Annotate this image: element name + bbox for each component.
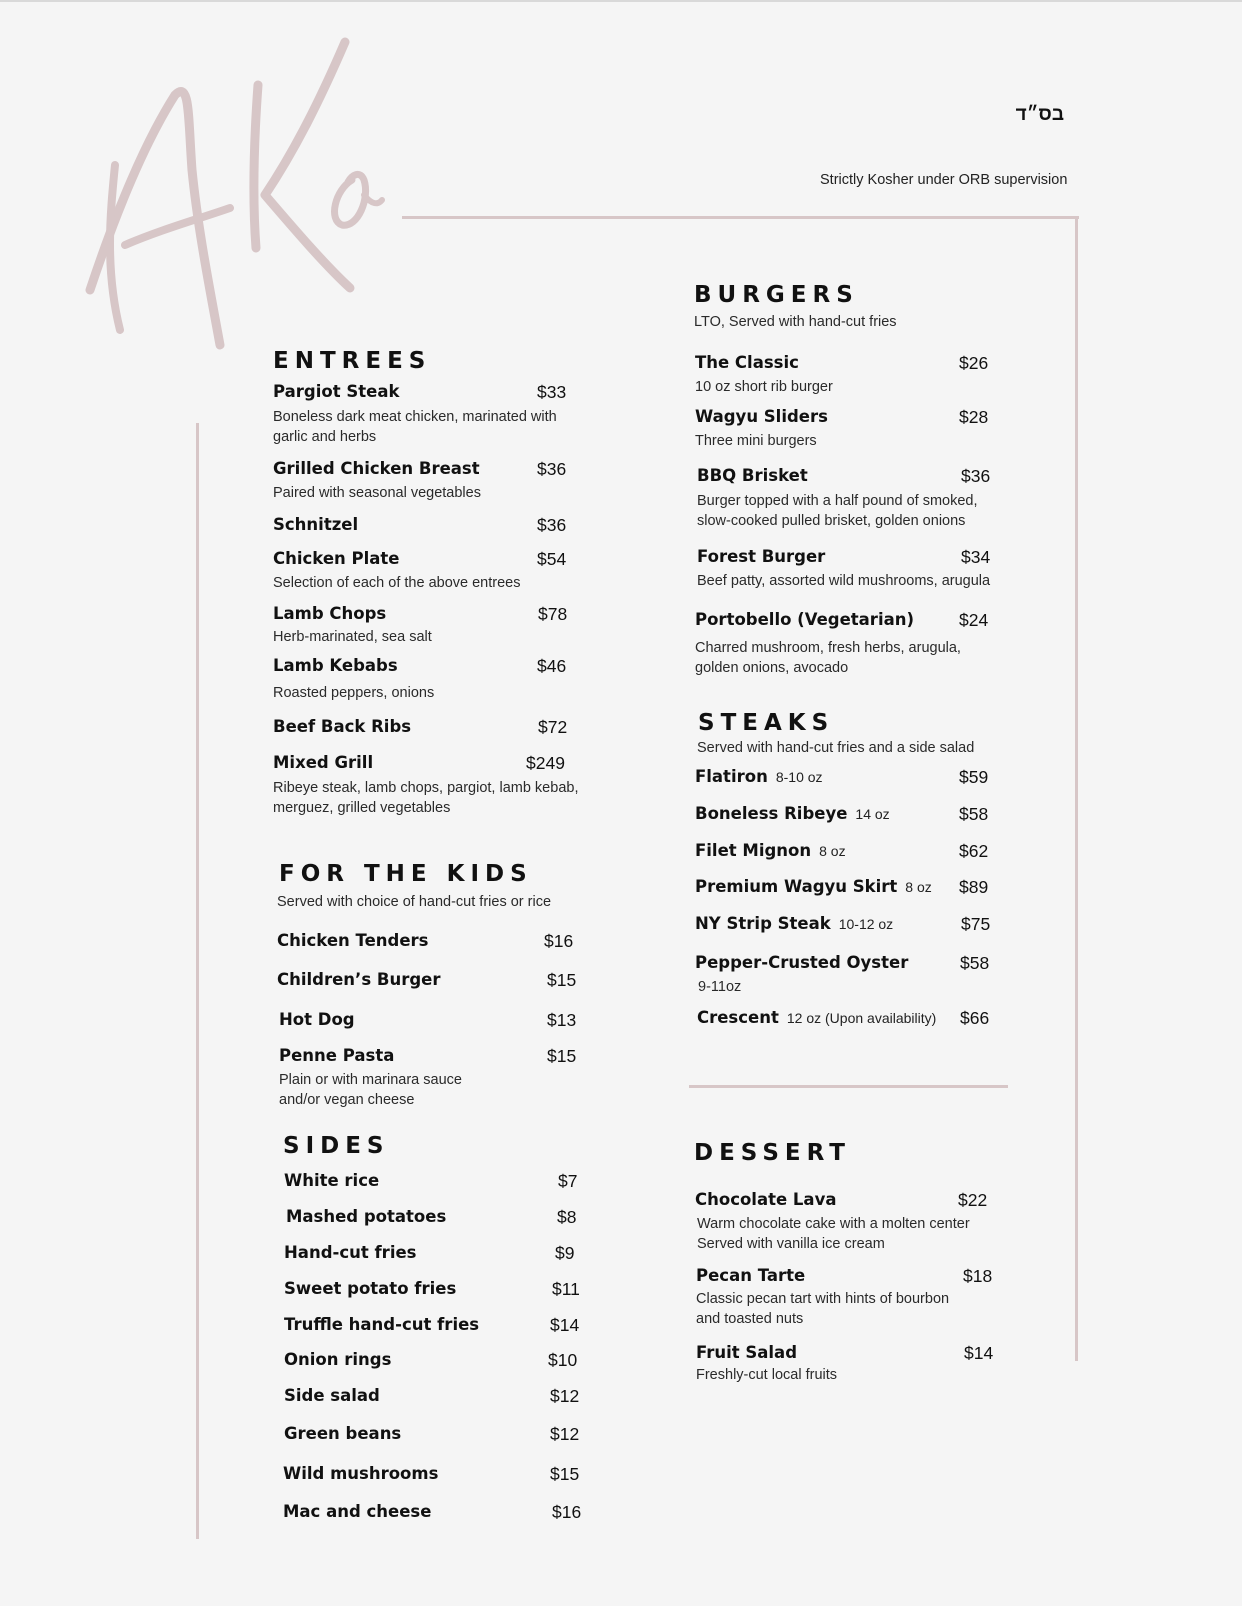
top-rule [402,216,1079,219]
item-name: Pargiot Steak [273,382,400,401]
item-price: $15 [547,1046,577,1066]
item-name: Forest Burger [697,547,826,566]
item-price: $59 [959,767,989,787]
item-desc: Warm chocolate cake with a molten center [697,1216,970,1232]
weight-note: 8-10 oz [775,769,823,785]
item-name: The Classic [695,353,799,372]
weight-note: 12 oz (Upon availability) [786,1010,937,1026]
item-price: $34 [961,547,991,567]
item-name [695,841,846,860]
item-name: Chocolate Lava [695,1190,837,1209]
item-name: Truffle hand-cut fries [284,1315,480,1334]
right-rule [1075,216,1078,1361]
item-price: $8 [557,1207,577,1227]
item-name: Mac and cheese [283,1502,432,1521]
item-name: Side salad [284,1386,380,1405]
dessert-title: DESSERT [694,1140,851,1166]
item-desc: Paired with seasonal vegetables [273,485,481,501]
item-desc: garlic and herbs [273,429,377,445]
item-name [695,804,890,823]
item-name: Sweet potato fries [284,1279,457,1298]
item-name: Mixed Grill [273,753,374,772]
item-name: Portobello (Vegetarian) [695,610,915,629]
item-desc: Ribeye steak, lamb chops, pargiot, lamb kebab, [273,780,579,796]
item-price: $12 [550,1424,580,1444]
item-desc: 10 oz short rib burger [695,379,833,395]
item-desc: Three mini burgers [695,433,817,449]
weight-note: 8 oz [905,879,932,895]
item-desc: Charred mushroom, fresh herbs, arugula, [695,640,961,656]
item-desc: Beef patty, assorted wild mushrooms, arugula [697,573,991,589]
item-name: Onion rings [284,1350,392,1369]
item-name: BBQ Brisket [697,466,808,485]
item-price: $54 [537,549,567,569]
item-price: $33 [537,382,567,402]
item-price: $15 [547,970,577,990]
item-price: $18 [963,1266,993,1286]
mid-rule [689,1085,1008,1088]
steak-name: Premium Wagyu Skirt [695,877,898,896]
item-name: Penne Pasta [279,1046,395,1065]
weight-note: 14 oz [855,806,890,822]
steaks-subtitle: Served with hand-cut fries and a side salad [697,740,975,756]
item-name: Wild mushrooms [283,1464,439,1483]
kids-subtitle: Served with choice of hand-cut fries or rice [277,894,552,910]
item-price: $24 [959,610,989,630]
burgers-title: BURGERS [694,282,859,308]
item-price: $12 [550,1386,580,1406]
item-price: $62 [959,841,989,861]
item-name: Children’s Burger [277,970,441,989]
item-price: $28 [959,407,989,427]
item-desc: golden onions, avocado [695,660,849,676]
item-name [695,914,893,933]
item-name [697,1008,936,1027]
item-name: Green beans [284,1424,402,1443]
item-price: $9 [555,1243,575,1263]
item-name: Chicken Tenders [277,931,429,950]
item-name: Fruit Salad [696,1343,798,1362]
item-name [695,877,932,896]
item-name: Mashed potatoes [286,1207,447,1226]
item-desc: Freshly-cut local fruits [696,1367,838,1383]
hebrew-header: בס״ד [1015,104,1064,125]
item-price: $26 [959,353,989,373]
kids-title: FOR THE KIDS [279,861,533,887]
item-desc: and/or vegan cheese [279,1092,415,1108]
item-price: $15 [550,1464,580,1484]
item-price: $22 [958,1190,988,1210]
steak-name: Filet Mignon [695,841,812,860]
item-name: Chicken Plate [273,549,400,568]
item-name: Schnitzel [273,515,359,534]
steaks-title: STEAKS [698,710,835,736]
item-price: $36 [537,459,567,479]
item-name: Grilled Chicken Breast [273,459,480,478]
item-price: $66 [960,1008,990,1028]
steak-name: Boneless Ribeye [695,804,848,823]
item-price: $249 [526,753,565,773]
item-desc: Roasted peppers, onions [273,685,435,701]
weight-note: 8 oz [819,843,846,859]
item-desc: Selection of each of the above entrees [273,575,521,591]
item-price: $89 [959,877,989,897]
item-price: $16 [552,1502,582,1522]
weight-note: 10-12 oz [838,916,894,932]
ako-logo [80,30,400,360]
item-price: $16 [544,931,574,951]
item-name: Pecan Tarte [696,1266,806,1285]
page-top-edge [0,0,1242,2]
burgers-subtitle: LTO, Served with hand-cut fries [694,314,897,330]
item-desc: Classic pecan tart with hints of bourbon [696,1291,950,1307]
item-desc: Plain or with marinara sauce [279,1072,462,1088]
item-price: $14 [550,1315,580,1335]
item-price: $78 [538,604,568,624]
item-desc: slow-cooked pulled brisket, golden onions [697,513,966,529]
item-price: $58 [960,953,990,973]
entrees-title: ENTREES [273,348,432,374]
item-price: $13 [547,1010,577,1030]
sides-title: SIDES [283,1133,390,1159]
item-price: $10 [548,1350,578,1370]
item-desc: Boneless dark meat chicken, marinated with [273,409,557,425]
steak-name: Crescent [697,1008,779,1027]
item-name: Pepper-Crusted Oyster [695,953,909,972]
item-price: $11 [552,1279,580,1299]
item-price: $14 [964,1343,994,1363]
item-desc: 9-11oz [698,979,742,995]
left-rule [196,423,199,1539]
item-price: $58 [959,804,989,824]
item-price: $72 [538,717,568,737]
item-name [695,767,823,786]
kosher-note: Strictly Kosher under ORB supervision [820,172,1068,188]
item-name: White rice [284,1171,380,1190]
item-desc: Burger topped with a half pound of smoked, [697,493,978,509]
item-desc: Herb-marinated, sea salt [273,629,432,645]
item-price: $46 [537,656,567,676]
item-desc: Served with vanilla ice cream [697,1236,885,1252]
item-name: Hot Dog [279,1010,355,1029]
item-name: Lamb Chops [273,604,387,623]
item-name: Hand-cut fries [284,1243,417,1262]
item-desc: and toasted nuts [696,1311,804,1327]
item-name: Beef Back Ribs [273,717,412,736]
steak-name: NY Strip Steak [695,914,831,933]
item-desc: merguez, grilled vegetables [273,800,451,816]
item-price: $36 [537,515,567,535]
item-price: $36 [961,466,991,486]
item-price: $7 [558,1171,578,1191]
steak-name: Flatiron [695,767,768,786]
item-name: Lamb Kebabs [273,656,398,675]
item-price: $75 [961,914,991,934]
item-name: Wagyu Sliders [695,407,828,426]
